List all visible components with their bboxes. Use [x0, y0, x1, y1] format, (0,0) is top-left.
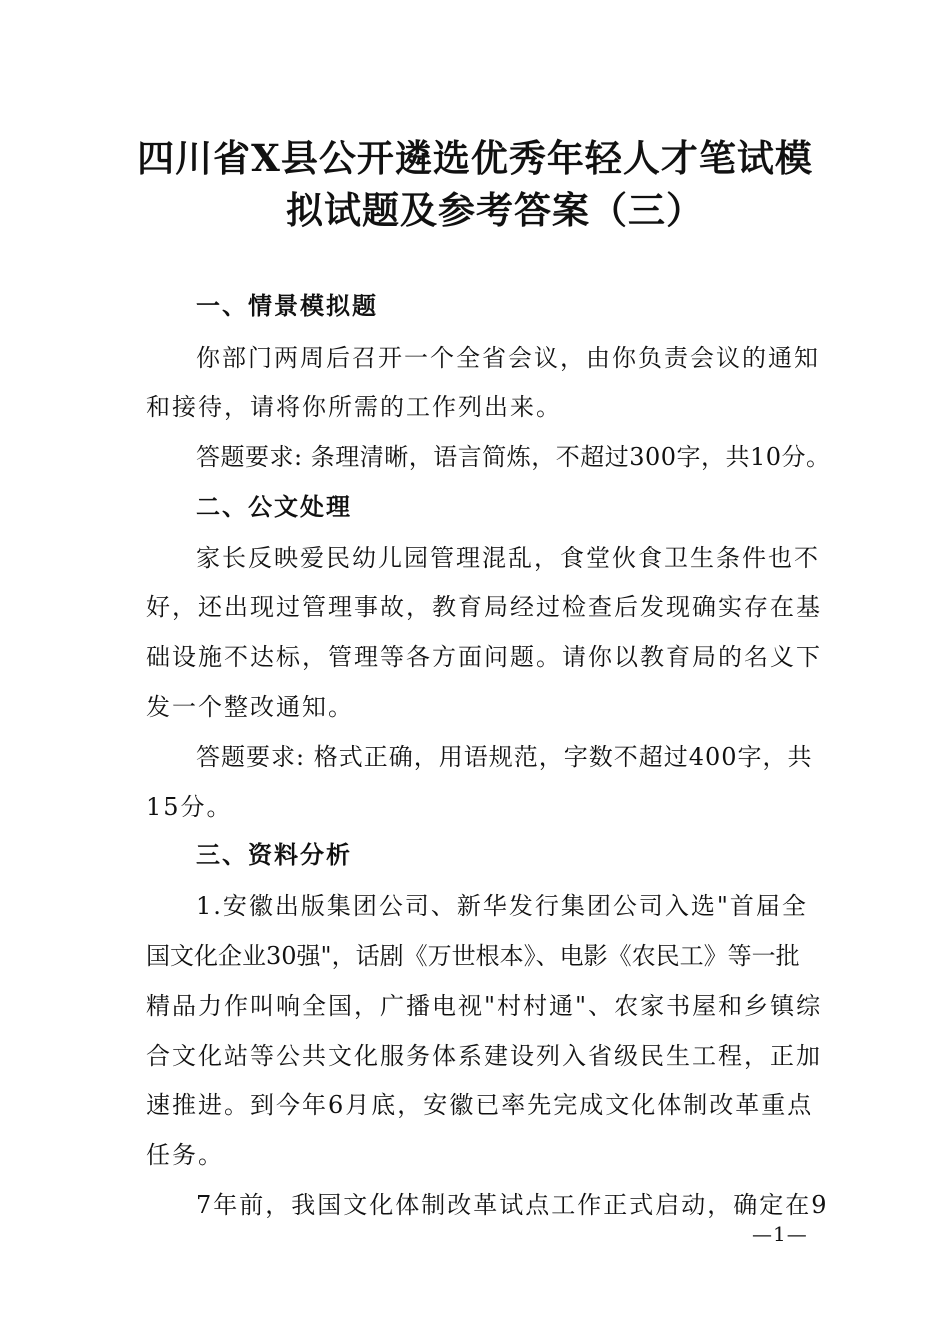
page-number: —1— — [752, 1222, 808, 1246]
paragraph-line: 和接待，请将你所需的工作列出来。 — [146, 393, 562, 421]
section-heading-2: 二、公文处理 — [196, 493, 352, 521]
paragraph-line: 1.安徽出版集团公司、新华发行集团公司入选"首届全 — [196, 892, 808, 920]
document-title-line-2: 拟试题及参考答案（三） — [286, 188, 704, 232]
paragraph-line: 任务。 — [146, 1141, 224, 1169]
requirement-line: 答题要求: 格式正确，用语规范，字数不超过400字，共 — [196, 743, 813, 771]
paragraph-line: 速推进。到今年6月底，安徽已率先完成文化体制改革重点 — [146, 1091, 814, 1119]
paragraph-line: 你部门两周后召开一个全省会议，由你负责会议的通知 — [196, 344, 820, 372]
section-heading-3: 三、资料分析 — [196, 841, 352, 869]
paragraph-line: 家长反映爱民幼儿园管理混乱，食堂伙食卫生条件也不 — [196, 544, 820, 572]
paragraph-line: 精品力作叫响全国，广播电视"村村通"、农家书屋和乡镇综 — [146, 992, 823, 1020]
document-title-line-1: 四川省X县公开遴选优秀年轻人才笔试模 — [137, 136, 813, 180]
paragraph-line: 合文化站等公共文化服务体系建设列入省级民生工程，正加 — [146, 1042, 822, 1070]
paragraph-line: 好，还出现过管理事故，教育局经过检查后发现确实存在基 — [146, 593, 822, 621]
paragraph-line: 发一个整改通知。 — [146, 693, 354, 721]
paragraph-line: 础设施不达标，管理等各方面问题。请你以教育局的名义下 — [146, 643, 822, 671]
section-heading-1: 一、情景模拟题 — [196, 292, 378, 320]
paragraph-line: 7年前，我国文化体制改革试点工作正式启动，确定在9 — [196, 1191, 829, 1219]
paragraph-line: 国文化企业30强"，话剧《万世根本》、电影《农民工》等一批 — [146, 942, 800, 970]
requirement-line: 答题要求: 条理清晰，语言简炼，不超过300字，共10分。 — [196, 443, 831, 471]
requirement-line: 15分。 — [146, 793, 233, 821]
